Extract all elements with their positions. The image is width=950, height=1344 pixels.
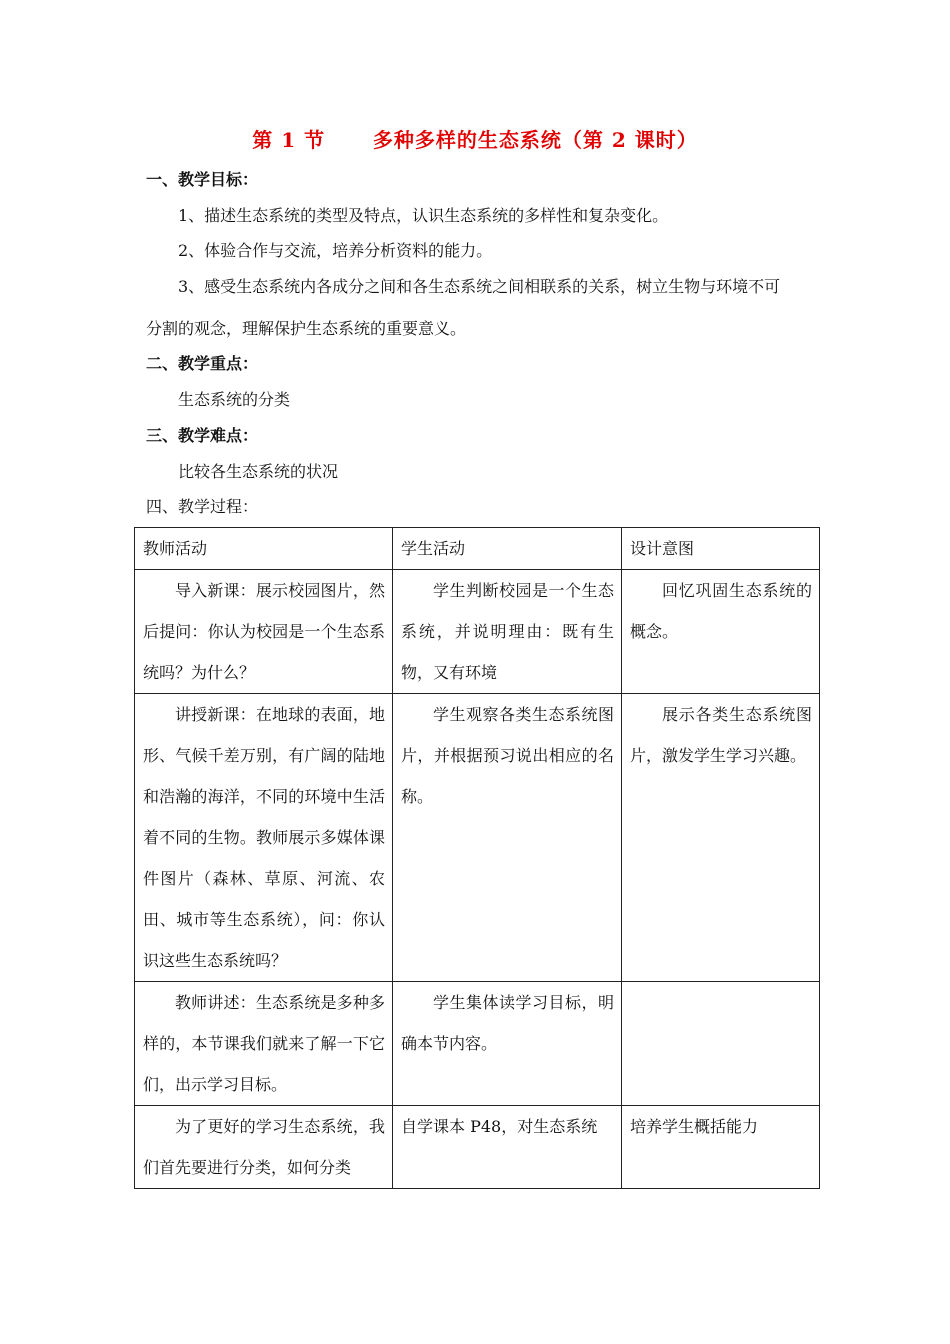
table-header-row [135, 528, 820, 570]
table-row [135, 694, 820, 982]
header-teacher-activity: 教师活动 [135, 528, 393, 570]
design-intent-cell: 展示各类生态系统图片，激发学生学习兴趣。 [622, 694, 820, 982]
difficulty-text: 比较各生态系统的状况 [178, 462, 339, 481]
goal-item: 2、体验合作与交流，培养分析资料的能力。 [178, 241, 493, 260]
table-row [135, 982, 820, 1106]
goals-heading: 一、教学目标： [146, 170, 259, 189]
design-intent-cell: 回忆巩固生态系统的概念。 [622, 570, 820, 694]
key-point-heading: 二、教学重点： [146, 354, 259, 373]
goal-item-continued: 分割的观念，理解保护生态系统的重要意义。 [146, 319, 467, 338]
key-point-text: 生态系统的分类 [178, 390, 291, 409]
goal-item: 3、感受生态系统内各成分之间和各生态系统之间相联系的关系，树立生物与环境不可 [178, 277, 781, 296]
table-row [135, 1106, 820, 1189]
student-activity-cell: 学生观察各类生态系统图片，并根据预习说出相应的名称。 [393, 694, 622, 982]
student-activity-cell: 自学课本 P48，对生态系统 [393, 1106, 622, 1189]
lesson-process-table [134, 527, 820, 1189]
process-heading: 四、教学过程： [146, 497, 259, 516]
table-row [135, 570, 820, 694]
header-design-intent: 设计意图 [622, 528, 820, 570]
student-activity-cell: 学生集体读学习目标，明确本节内容。 [393, 982, 622, 1106]
design-intent-cell: 培养学生概括能力 [622, 1106, 820, 1189]
design-intent-cell [622, 982, 820, 1106]
teacher-activity-cell: 导入新课：展示校园图片，然后提问：你认为校园是一个生态系统吗？为什么？ [135, 570, 393, 694]
goal-item: 1、描述生态系统的类型及特点，认识生态系统的多样性和复杂变化。 [178, 206, 669, 225]
header-student-activity: 学生活动 [393, 528, 622, 570]
teacher-activity-cell: 为了更好的学习生态系统，我们首先要进行分类，如何分类 [135, 1106, 393, 1189]
difficulty-heading: 三、教学难点： [146, 426, 259, 445]
teacher-activity-cell: 教师讲述：生态系统是多种多样的，本节课我们就来了解一下它们，出示学习目标。 [135, 982, 393, 1106]
teacher-activity-cell: 讲授新课：在地球的表面，地形、气候千差万别，有广阔的陆地和浩瀚的海洋，不同的环境中生活着不同的生物。教师展示多媒体课件图片（森林、草原、河流、农田、城市等生态系统），问：你认识这些生态系统吗？ [135, 694, 393, 982]
document-title: 第 1 节 多种多样的生态系统（第 2 课时） [252, 128, 698, 152]
student-activity-cell: 学生判断校园是一个生态系统，并说明理由：既有生物，又有环境 [393, 570, 622, 694]
